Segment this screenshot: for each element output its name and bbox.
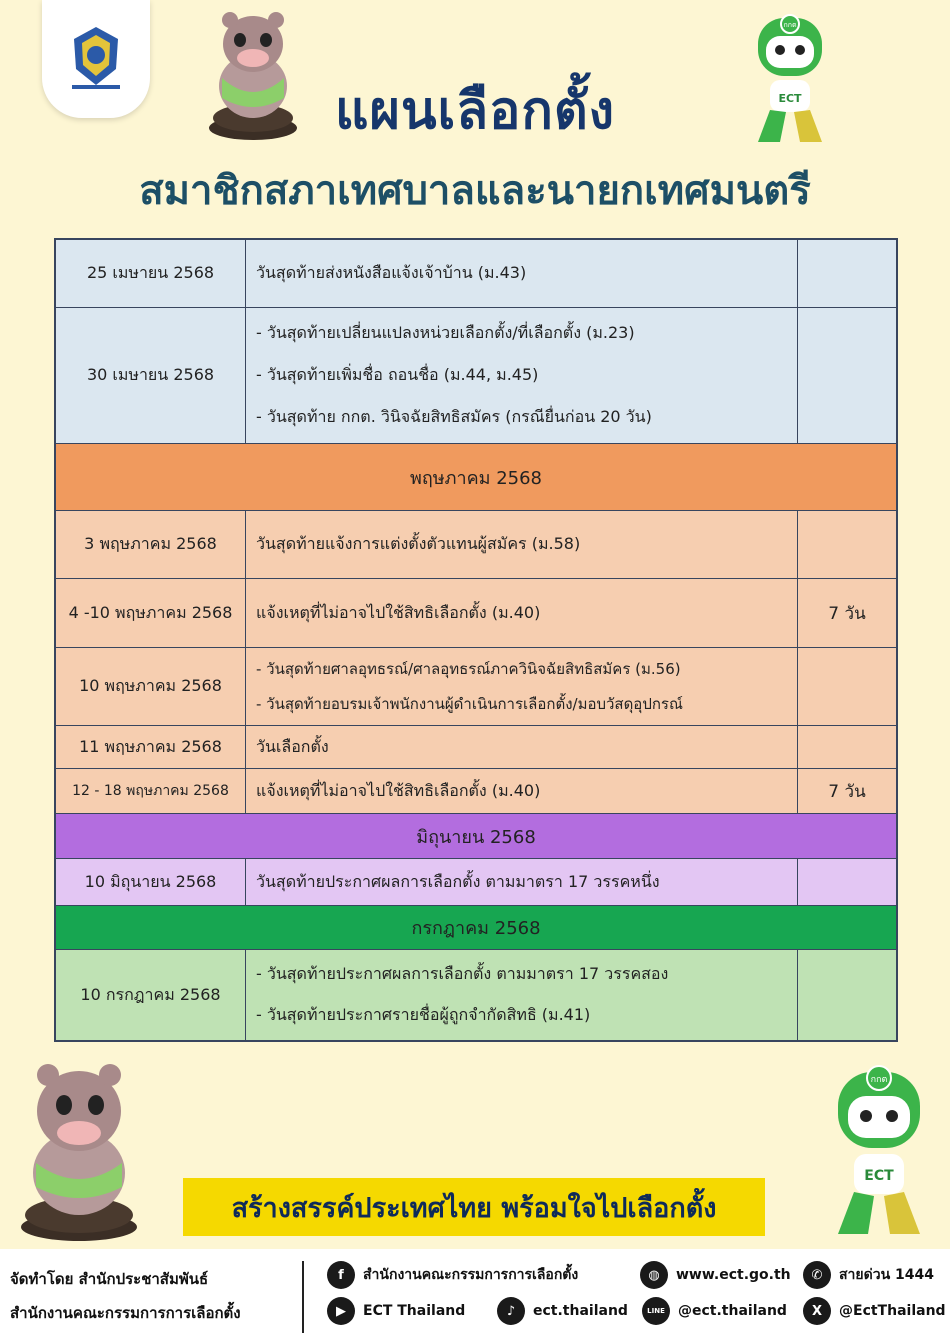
row-note: [798, 859, 896, 905]
row-item: วันสุดท้ายแจ้งการแต่งตั้งตัวแทนผู้สมัคร (ม.58): [256, 534, 581, 553]
row-note: 7 วัน: [828, 603, 866, 624]
table-row: [56, 769, 896, 814]
youtube-label: ECT Thailand: [363, 1303, 466, 1319]
row-note: 7 วัน: [828, 781, 866, 802]
row-desc: [246, 726, 798, 768]
hippo-mascot-bottom: [4, 1055, 154, 1245]
x-label: @EctThailand: [839, 1303, 946, 1319]
month-header-july: กรกฎาคม 2568: [56, 906, 896, 950]
row-date: 12 - 18 พฤษภาคม 2568: [56, 769, 246, 813]
row-desc: [246, 950, 798, 1040]
line-label: @ect.thailand: [678, 1303, 787, 1319]
page-subtitle: สมาชิกสภาเทศบาลและนายกเทศมนตรี: [139, 168, 811, 214]
table-row: [56, 511, 896, 579]
row-item: - วันสุดท้าย กกต. วินิจฉัยสิทธิสมัคร (กรณียื่นก่อน 20 วัน): [256, 407, 652, 427]
row-item: - วันสุดท้ายอบรมเจ้าพนักงานผู้ดำเนินการเลือกตั้ง/มอบวัสดุอุปกรณ์: [256, 694, 683, 713]
row-date: 30 เมษายน 2568: [56, 308, 246, 443]
month-header-june: มิถุนายน 2568: [56, 814, 896, 859]
row-item: - วันสุดท้ายเปลี่ยนแปลงหน่วยเลือกตั้ง/ที่เลือกตั้ง (ม.23): [256, 322, 635, 342]
line-icon: LINE: [642, 1297, 670, 1325]
row-item: แจ้งเหตุที่ไม่อาจไปใช้สิทธิเลือกตั้ง (ม.40): [256, 780, 541, 800]
hotline-link[interactable]: [803, 1261, 934, 1289]
table-row: [56, 240, 896, 308]
row-date: 10 พฤษภาคม 2568: [56, 648, 246, 725]
facebook-link[interactable]: [327, 1261, 578, 1289]
row-item: แจ้งเหตุที่ไม่อาจไปใช้สิทธิเลือกตั้ง (ม.40): [256, 602, 541, 622]
facebook-label: สำนักงานคณะกรรมการการเลือกตั้ง: [363, 1267, 579, 1283]
row-item: - วันสุดท้ายประกาศรายชื่อผู้ถูกจำกัดสิทธิ (ม.41): [256, 1005, 591, 1024]
youtube-icon: ▶: [327, 1297, 355, 1325]
slogan-banner: สร้างสรรค์ประเทศไทย พร้อมใจไปเลือกตั้ง: [183, 1178, 765, 1236]
table-row: [56, 859, 896, 906]
hotline-label: สายด่วน 1444: [839, 1267, 934, 1283]
credit-line-2: สำนักงานคณะกรรมการการเลือกตั้ง: [10, 1304, 241, 1322]
phone-icon: ✆: [803, 1261, 831, 1289]
robot-badge-text-top: กกต: [783, 21, 797, 29]
row-date: 4 -10 พฤษภาคม 2568: [56, 579, 246, 647]
tiktok-link[interactable]: [497, 1297, 628, 1325]
youtube-link[interactable]: [327, 1297, 465, 1325]
table-row: [56, 648, 896, 726]
globe-icon: ◍: [640, 1261, 668, 1289]
table-row: [56, 950, 896, 1040]
tiktok-icon: ♪: [497, 1297, 525, 1325]
table-row: [56, 308, 896, 444]
row-note: [798, 308, 896, 443]
x-icon: X: [803, 1297, 831, 1325]
row-item: วันเลือกตั้ง: [256, 736, 329, 756]
ect-robot-mascot-bottom: [814, 1062, 944, 1242]
row-item: - วันสุดท้ายประกาศผลการเลือกตั้ง ตามมาตรา 17 วรรคสอง: [256, 964, 669, 983]
page-title: แผนเลือกตั้ง: [334, 81, 616, 141]
row-item: - วันสุดท้ายเพิ่มชื่อ ถอนชื่อ (ม.44, ม.45): [256, 364, 539, 384]
website-link[interactable]: [640, 1261, 791, 1289]
row-note: [798, 511, 896, 578]
robot-badge-text-bottom: กกต: [870, 1075, 888, 1085]
row-note: [798, 726, 896, 768]
line-link[interactable]: [642, 1297, 787, 1325]
tiktok-label: ect.thailand: [533, 1303, 628, 1319]
footer: [0, 1249, 950, 1343]
website-label: www.ect.go.th: [676, 1267, 791, 1283]
row-desc: [246, 240, 798, 307]
row-desc: [246, 579, 798, 647]
row-date: 3 พฤษภาคม 2568: [56, 511, 246, 578]
row-desc: [246, 769, 798, 813]
row-desc: [246, 511, 798, 578]
robot-chest-text-top: ECT: [778, 92, 802, 105]
row-date: 25 เมษายน 2568: [56, 240, 246, 307]
row-date: 10 กรกฎาคม 2568: [56, 950, 246, 1040]
row-item: - วันสุดท้ายศาลอุทธรณ์/ศาลอุทธรณ์ภาควินิจฉัยสิทธิสมัคร (ม.56): [256, 660, 681, 679]
row-desc: [246, 648, 798, 725]
month-header-may: พฤษภาคม 2568: [56, 444, 896, 511]
credit-line-1: จัดทำโดย สำนักประชาสัมพันธ์: [10, 1270, 209, 1288]
table-row: [56, 579, 896, 648]
row-note: [798, 950, 896, 1040]
table-row: [56, 726, 896, 769]
row-item: วันสุดท้ายประกาศผลการเลือกตั้ง ตามมาตรา 17 วรรคหนึ่ง: [256, 871, 660, 891]
robot-chest-text-bottom: ECT: [864, 1168, 894, 1184]
row-date: 11 พฤษภาคม 2568: [56, 726, 246, 768]
row-date: 10 มิถุนายน 2568: [56, 859, 246, 905]
x-link[interactable]: [803, 1297, 946, 1325]
footer-divider: [302, 1261, 304, 1333]
row-desc: [246, 308, 798, 443]
facebook-icon: f: [327, 1261, 355, 1289]
row-item: วันสุดท้ายส่งหนังสือแจ้งเจ้าบ้าน (ม.43): [256, 263, 527, 282]
row-desc: [246, 859, 798, 905]
row-note: [798, 648, 896, 725]
row-note: [798, 240, 896, 307]
election-schedule-table: [54, 238, 898, 1042]
